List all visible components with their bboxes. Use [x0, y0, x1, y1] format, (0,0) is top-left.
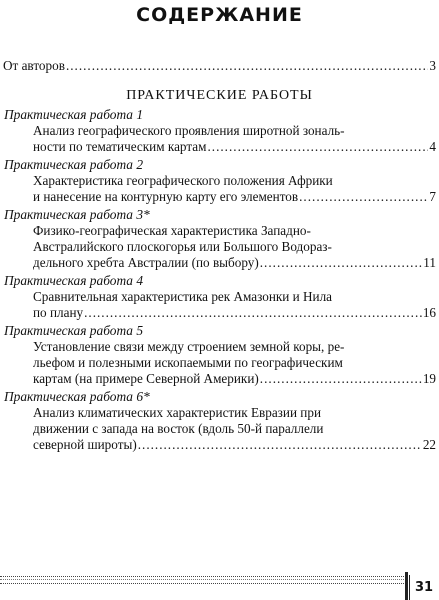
- description-line: по плану: [33, 305, 84, 320]
- dot-leader: [84, 305, 422, 321]
- works-list: [3, 107, 436, 453]
- description-last-line: [33, 371, 436, 387]
- description-line: Сравнительная характеристика рек Амазонки и Нила: [33, 289, 333, 304]
- work-label: Практическая работа 5: [4, 323, 144, 338]
- dot-leader: [260, 255, 423, 271]
- toc-entry-work-3[interactable]: [3, 207, 436, 271]
- toc-page-number: 16: [422, 305, 436, 320]
- description-last-line: [33, 189, 436, 205]
- toc-page-number: 19: [422, 371, 436, 386]
- work-description: [3, 405, 436, 453]
- toc-page-number: 3: [429, 58, 436, 73]
- footer-bar: [405, 572, 408, 600]
- description-line: Анализ климатических характеристик Евразии при: [33, 405, 322, 420]
- description-line: Австралийского плоскогорья или Большого Водораз-: [33, 239, 332, 254]
- description-line: картам (на примере Северной Америки): [33, 371, 259, 386]
- dot-leader: [260, 371, 422, 387]
- page-footer: [0, 572, 439, 600]
- dot-leader: [66, 58, 428, 74]
- description-line: дельного хребта Австралии (по выбору): [33, 255, 259, 270]
- toc-entry-work-6[interactable]: [3, 389, 436, 453]
- work-label: Практическая работа 2: [4, 157, 144, 172]
- footer-bar-thin: [409, 575, 410, 600]
- footer-rule-inner: [0, 579, 404, 580]
- dot-leader: [207, 139, 428, 155]
- description-last-line: [33, 437, 436, 453]
- page-title: СОДЕРЖАНИЕ: [136, 4, 303, 26]
- work-label: Практическая работа 1: [4, 107, 144, 122]
- toc-entry-work-5[interactable]: [3, 323, 436, 387]
- toc-entry-work-4[interactable]: [3, 273, 436, 321]
- description-line: движении с запада на восток (вдоль 50-й параллели: [33, 421, 324, 436]
- toc-entry-label: От авторов: [3, 58, 65, 73]
- description-line: Физико-географическая характеристика Западно-: [33, 223, 311, 238]
- work-label: Практическая работа 4: [4, 273, 144, 288]
- table-of-contents: [3, 58, 436, 453]
- description-last-line: [33, 255, 436, 271]
- toc-entry-work-2[interactable]: [3, 157, 436, 205]
- page-number: 31: [415, 580, 434, 595]
- section-heading: ПРАКТИЧЕСКИЕ РАБОТЫ: [126, 88, 313, 103]
- dot-leader: [299, 189, 428, 205]
- description-line: и нанесение на контурную карту его элементов: [33, 189, 299, 204]
- work-description: [3, 123, 436, 155]
- description-line: Установление связи между строением земной коры, ре-: [33, 339, 345, 354]
- work-description: [3, 223, 436, 271]
- footer-rule: [0, 576, 404, 584]
- description-line: льефом и полезными ископаемыми по географическим: [33, 355, 343, 370]
- work-description: [3, 173, 436, 205]
- toc-page-number: 4: [429, 139, 436, 154]
- description-last-line: [33, 139, 436, 155]
- description-line: ности по тематическим картам: [33, 139, 207, 154]
- toc-page-number: 7: [429, 189, 436, 204]
- toc-entry-authors[interactable]: [3, 58, 436, 74]
- work-label: Практическая работа 3*: [4, 207, 150, 222]
- description-line: северной широты): [33, 437, 137, 452]
- description-line: Характеристика географического положения Африки: [33, 173, 333, 188]
- work-description: [3, 289, 436, 321]
- description-last-line: [33, 305, 436, 321]
- toc-page-number: 11: [423, 255, 436, 270]
- dot-leader: [138, 437, 422, 453]
- toc-entry-work-1[interactable]: [3, 107, 436, 155]
- description-line: Анализ географического проявления широтной зональ-: [33, 123, 345, 138]
- work-label: Практическая работа 6*: [4, 389, 150, 404]
- work-description: [3, 339, 436, 387]
- toc-page-number: 22: [422, 437, 436, 452]
